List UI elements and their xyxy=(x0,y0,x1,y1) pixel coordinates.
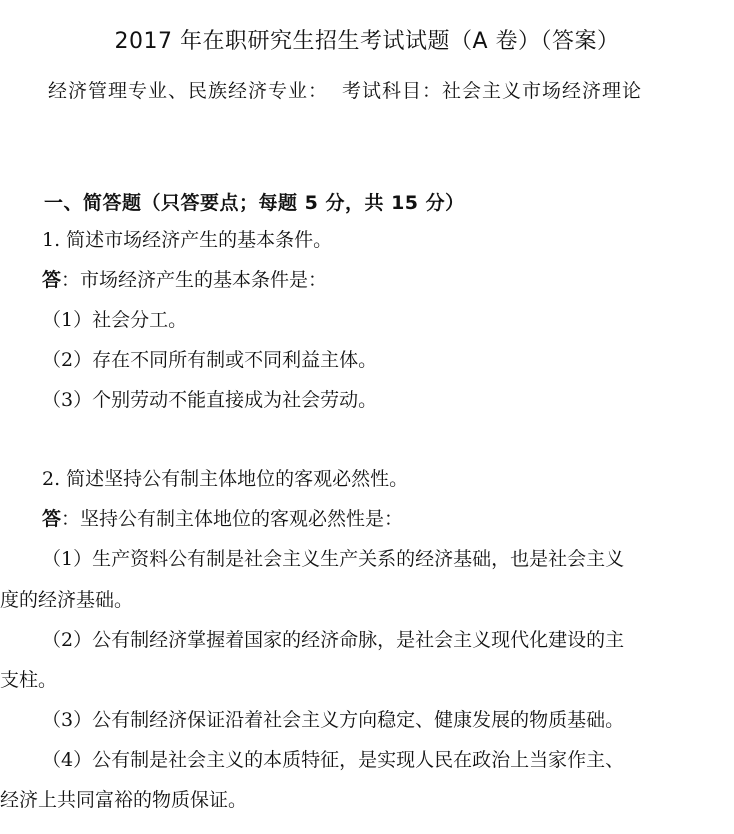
answer-2-point-4: （4）公有制是社会主义的本质特征，是实现人民在政治上当家作主、 xyxy=(42,749,625,771)
answer-2-point-2-cont: 支柱。 xyxy=(0,669,58,691)
answer-2-point-1-cont: 度的经济基础。 xyxy=(0,589,134,611)
answer-2-point-1: （1）生产资料公有制是社会主义生产关系的经济基础，也是社会主义 xyxy=(42,548,625,570)
document-title: 2017 年在职研究生招生考试试题（A 卷）（答案） xyxy=(114,29,620,54)
question-1: 1. 简述市场经济产生的基本条件。 xyxy=(42,229,333,251)
answer-1-point-2: （2）存在不同所有制或不同利益主体。 xyxy=(42,349,378,371)
section-heading: 一、简答题（只答要点；每题 5 分，共 15 分） xyxy=(44,192,465,214)
answer-2-point-3: （3）公有制经济保证沿着社会主义方向稳定、健康发展的物质基础。 xyxy=(42,709,625,731)
answer-2-point-2: （2）公有制经济掌握着国家的经济命脉，是社会主义现代化建设的主 xyxy=(42,629,625,651)
answer-label: 答 xyxy=(42,508,62,530)
answer-1-point-3: （3）个别劳动不能直接成为社会劳动。 xyxy=(42,389,378,411)
answer-1-point-1: （1）社会分工。 xyxy=(42,309,188,331)
answer-1-intro xyxy=(42,268,327,292)
answer-1-intro-text: ：市场经济产生的基本条件是： xyxy=(61,269,328,291)
subtitle-subject: 考试科目：社会主义市场经济理论 xyxy=(342,80,643,102)
answer-label: 答 xyxy=(42,269,62,291)
answer-2-point-4-cont: 经济上共同富裕的物质保证。 xyxy=(0,789,248,811)
question-2: 2. 简述坚持公有制主体地位的客观必然性。 xyxy=(42,468,409,490)
document-subtitle xyxy=(48,76,642,103)
answer-2-intro xyxy=(42,507,403,531)
answer-2-intro-text: ：坚持公有制主体地位的客观必然性是： xyxy=(61,508,404,530)
subtitle-major: 经济管理专业、民族经济专业： xyxy=(48,80,329,102)
